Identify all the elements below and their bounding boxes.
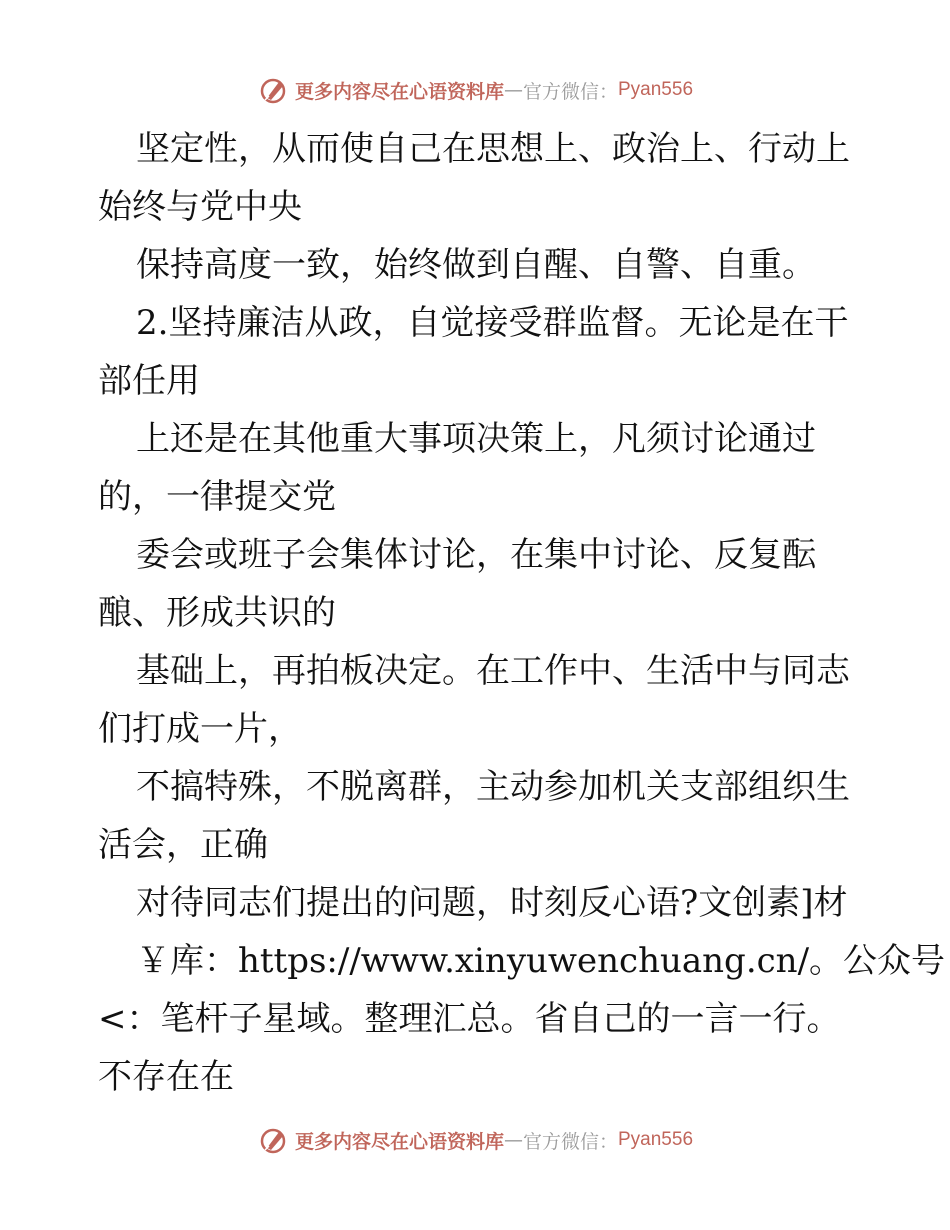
header-dash: — <box>503 79 523 101</box>
body-line: 始终与党中央 <box>98 187 302 227</box>
body-line: 坚定性，从而使自己在思想上、政治上、行动上 <box>136 129 850 169</box>
body-line: 不存在在 <box>98 1057 234 1097</box>
body-line: 活会，正确 <box>98 825 268 865</box>
body-line: 2.坚持廉洁从政，自觉接受群监督。无论是在干 <box>136 303 849 343</box>
footer-contact-label: 官方微信： <box>522 1130 618 1153</box>
body-line: 酿、形成共识的 <box>98 593 336 633</box>
body-line: 基础上，再拍板决定。在工作中、生活中与同志 <box>136 651 850 691</box>
body-line: ￥库：https://www.xinyuwenchuang.cn/。公众号 <box>136 941 946 981</box>
body-line: 委会或班子会集体讨论，在集中讨论、反复酝 <box>136 535 816 575</box>
header-contact-label: 官方微信： <box>522 80 618 103</box>
body-line: 保持高度一致，始终做到自醒、自警、自重。 <box>136 245 816 285</box>
body-line: 的，一律提交党 <box>98 477 336 517</box>
body-line: 对待同志们提出的问题，时刻反心语?文创素]材 <box>136 883 848 923</box>
header-banner <box>0 70 950 110</box>
body-line: 们打成一片， <box>98 709 302 749</box>
footer-banner <box>0 1120 950 1160</box>
header-brand-text: 更多内容尽在心语资料库 <box>294 80 504 103</box>
body-line: <：笔杆子星域。整理汇总。省自己的一言一行。 <box>98 999 841 1039</box>
pen-nib-circle-icon <box>257 74 289 106</box>
footer-brand-text: 更多内容尽在心语资料库 <box>294 1130 504 1153</box>
body-line: 上还是在其他重大事项决策上，凡须讨论通过 <box>136 419 816 459</box>
document-body <box>98 120 946 1106</box>
pen-nib-circle-icon <box>257 1124 289 1156</box>
body-line: 不搞特殊，不脱离群，主动参加机关支部组织生 <box>136 767 850 807</box>
footer-dash: — <box>503 1129 523 1151</box>
footer-contact-id: Pyan556 <box>618 1129 694 1150</box>
body-line: 部任用 <box>98 361 200 401</box>
header-contact-id: Pyan556 <box>618 79 694 100</box>
